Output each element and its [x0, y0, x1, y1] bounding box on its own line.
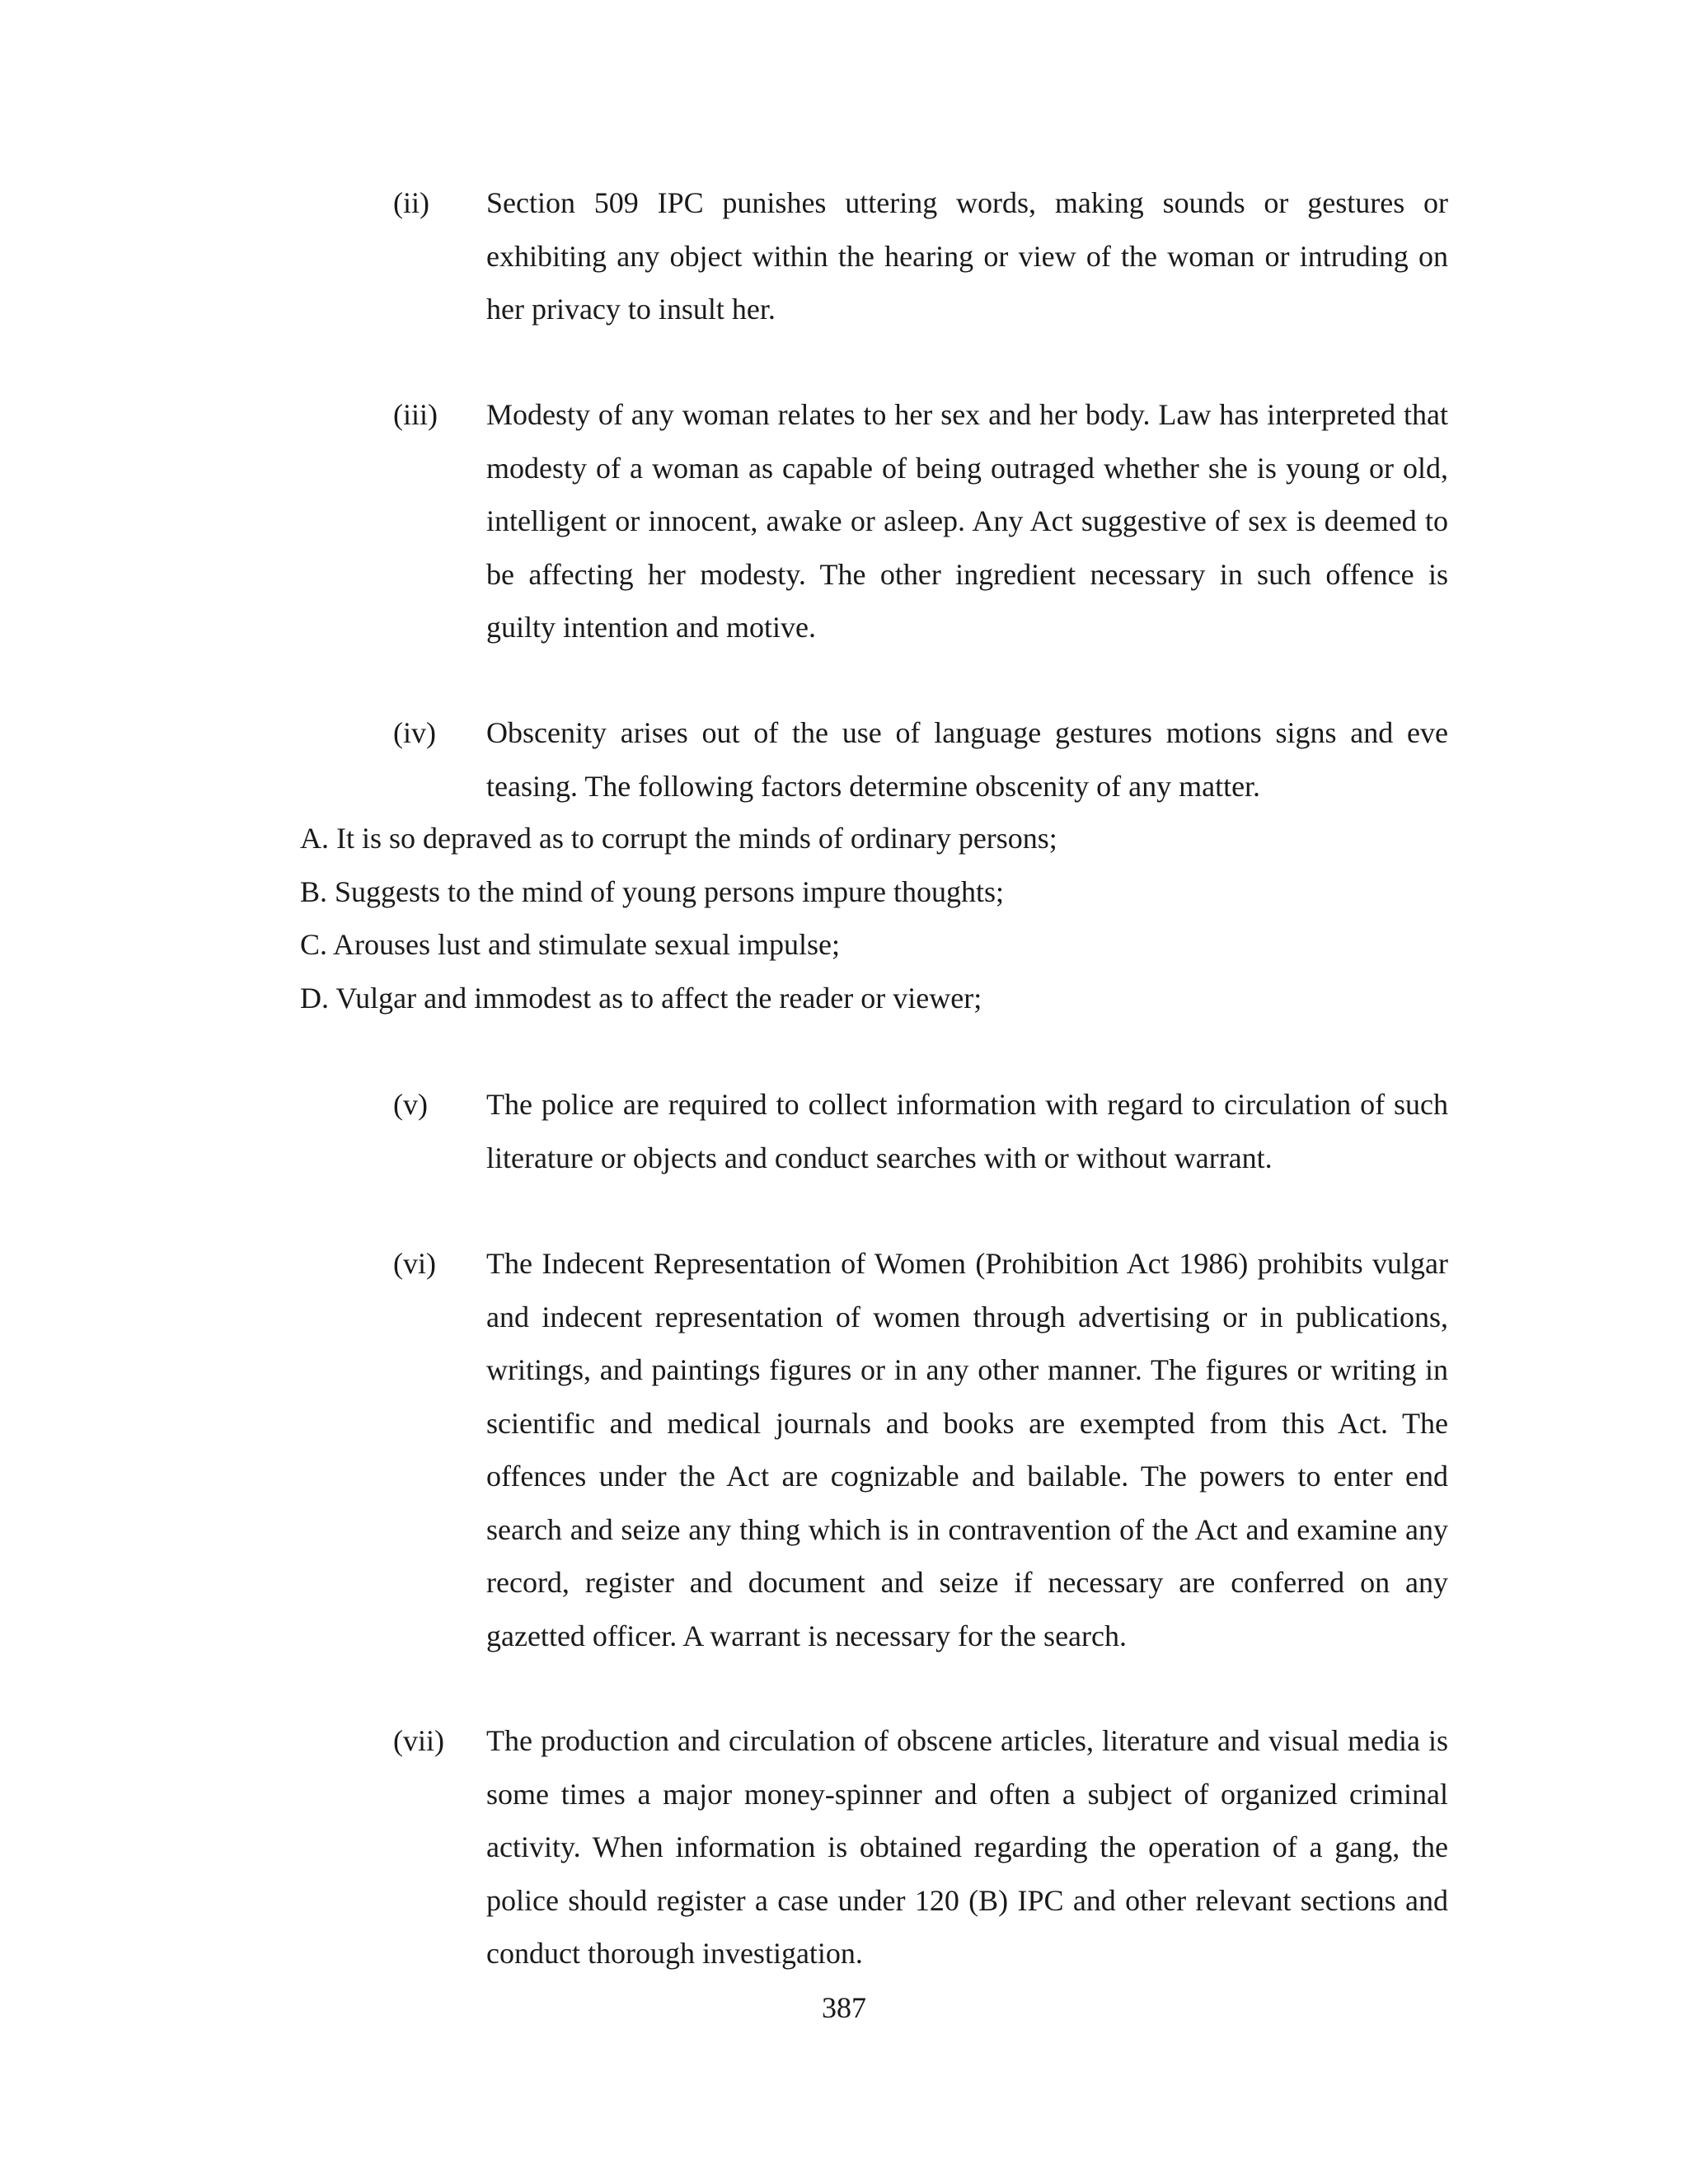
item-text: The Indecent Representation of Women (Prohibition Act 1986) prohibits vulgar and indecent representation of women through advertising or in publications, writings, and paintings figures or in any other manner. The figures or writing in scientific and medical journals and books are exempted from this Act. The offences under the Act are cognizable and bailable. The powers to enter end search and seize any thing which is in contravention of the Act and examine any record, register and document and seize if necessary are conferred on any gazetted officer. A warrant is necessary for the search.: [486, 1247, 1448, 1652]
item-number: (vi): [393, 1247, 436, 1280]
factor-c: C. Arouses lust and stimulate sexual impulse;: [300, 928, 840, 961]
item-number: (v): [393, 1088, 428, 1121]
item-number: (iv): [393, 716, 436, 749]
obscenity-factors-list: [300, 812, 1454, 1024]
page-number: 387: [822, 1991, 866, 2024]
item-text: Section 509 IPC punishes uttering words, making sounds or gestures or exhibiting any object within the hearing or view of the woman or intruding on her privacy to insult her.: [486, 186, 1448, 326]
item-number: (iii): [393, 398, 438, 431]
item-text: Obscenity arises out of the use of language gestures motions signs and eve teasing. The following factors determine obscenity of any matter.: [486, 716, 1448, 803]
item-text: The police are required to collect information with regard to circulation of such literature or objects and conduct searches with or without warrant.: [486, 1088, 1448, 1174]
item-text: Modesty of any woman relates to her sex and her body. Law has interpreted that modesty of a woman as capable of being outraged whether she is young or old, intelligent or innocent, awake or asleep. Any Act suggestive of sex is deemed to be affecting her modesty. The other ingredient necessary in such offence is guilty intention and motive.: [486, 398, 1448, 644]
item-number: (vii): [393, 1724, 444, 1757]
item-number: (ii): [393, 186, 429, 219]
item-text: The production and circulation of obscene articles, literature and visual media is some times a major money-spinner and often a subject of organized criminal activity. When information is obtained regarding the operation of a gang, the police should register a case under 120 (B) IPC and other relevant sections and conduct thorough investigation.: [486, 1724, 1448, 1970]
factor-b: B. Suggests to the mind of young persons impure thoughts;: [300, 874, 1004, 908]
factor-a: A. It is so depraved as to corrupt the minds of ordinary persons;: [300, 822, 1057, 855]
factor-d: D. Vulgar and immodest as to affect the reader or viewer;: [300, 981, 982, 1015]
